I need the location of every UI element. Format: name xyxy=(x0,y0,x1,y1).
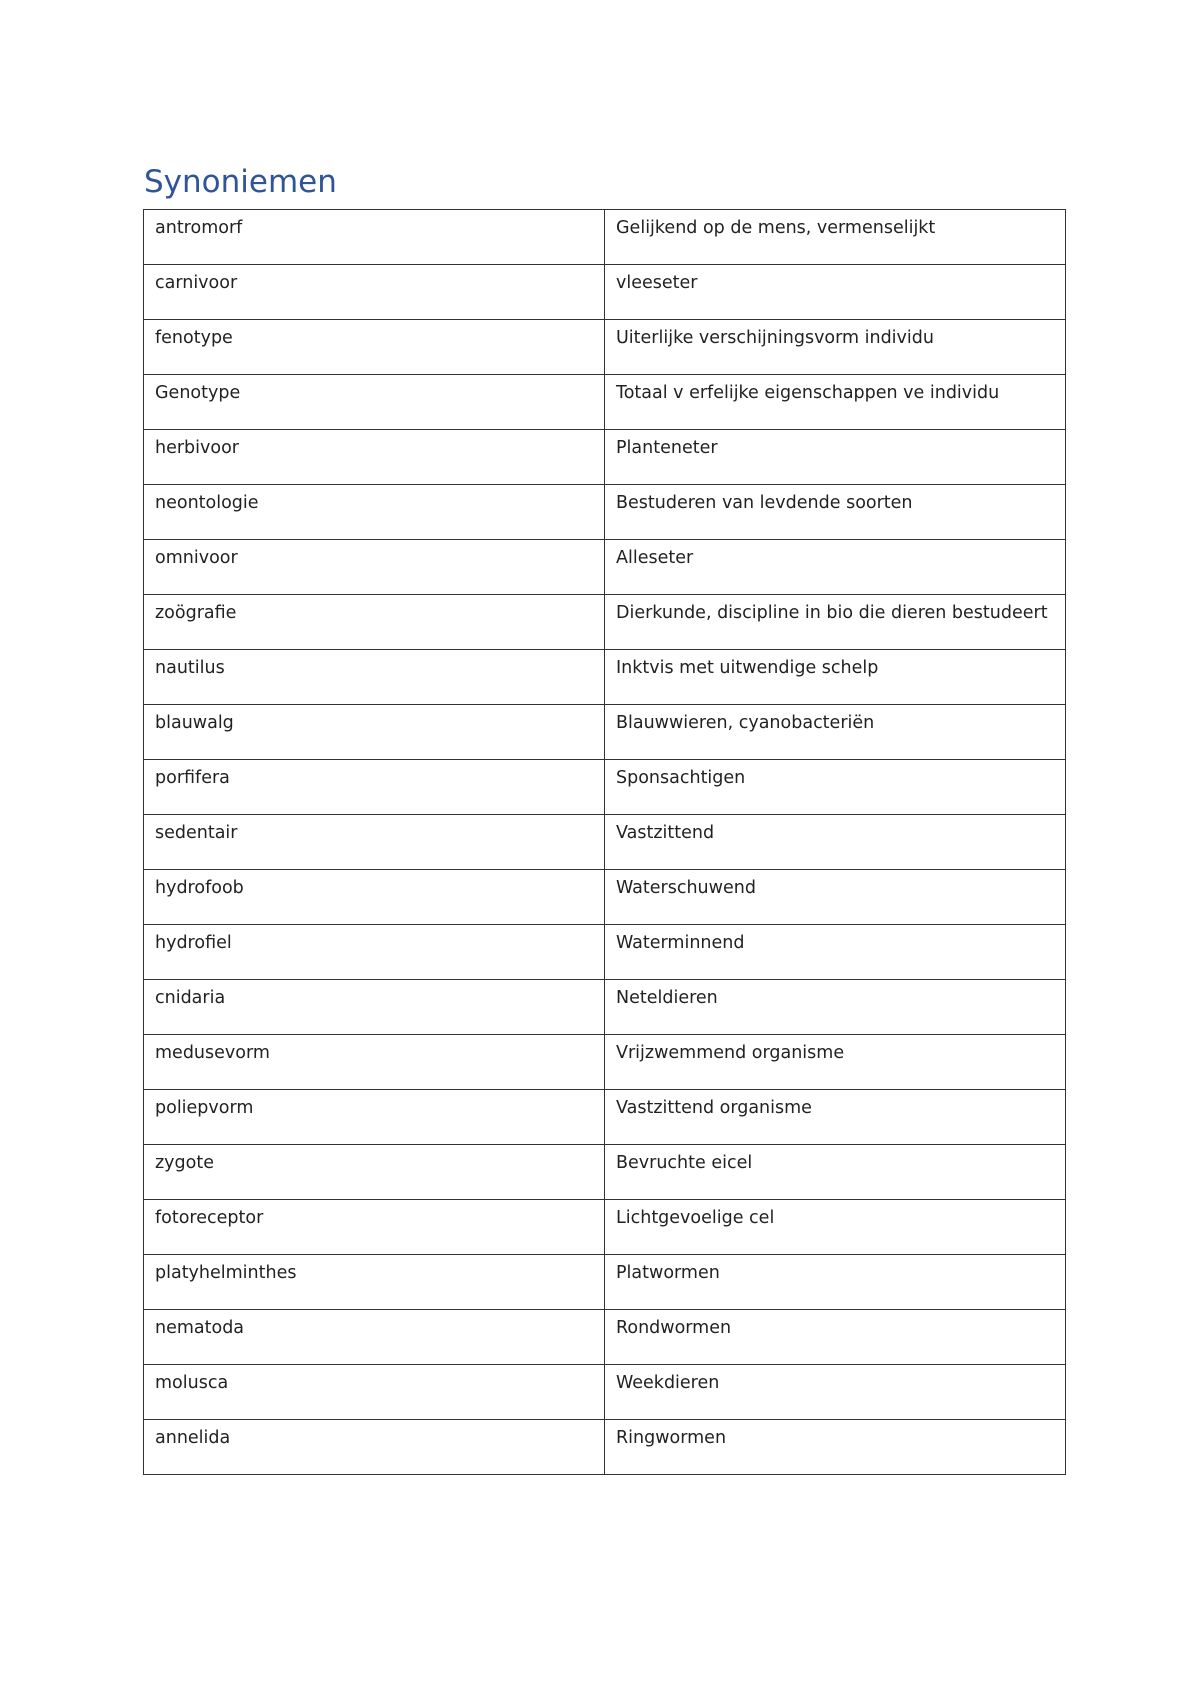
definition-cell: Blauwwieren, cyanobacteriën xyxy=(605,705,1066,760)
definition-cell: Weekdieren xyxy=(605,1365,1066,1420)
table-row xyxy=(144,320,1066,375)
term-cell: zygote xyxy=(144,1145,605,1200)
definition-cell: Lichtgevoelige cel xyxy=(605,1200,1066,1255)
table-row xyxy=(144,1035,1066,1090)
table-row xyxy=(144,980,1066,1035)
term-cell: cnidaria xyxy=(144,980,605,1035)
table-row xyxy=(144,430,1066,485)
term-cell: porfifera xyxy=(144,760,605,815)
definition-cell: Waterschuwend xyxy=(605,870,1066,925)
definition-cell: Uiterlijke verschijningsvorm individu xyxy=(605,320,1066,375)
table-row xyxy=(144,650,1066,705)
definition-cell: Vastzittend organisme xyxy=(605,1090,1066,1145)
synonym-rows xyxy=(144,210,1066,1475)
table-row xyxy=(144,485,1066,540)
term-cell: hydrofiel xyxy=(144,925,605,980)
term-cell: Genotype xyxy=(144,375,605,430)
term-cell: sedentair xyxy=(144,815,605,870)
term-cell: neontologie xyxy=(144,485,605,540)
table-row xyxy=(144,1200,1066,1255)
definition-cell: Bevruchte eicel xyxy=(605,1145,1066,1200)
term-cell: antromorf xyxy=(144,210,605,265)
table-row xyxy=(144,1145,1066,1200)
term-cell: annelida xyxy=(144,1420,605,1475)
table-row xyxy=(144,375,1066,430)
term-cell: blauwalg xyxy=(144,705,605,760)
term-cell: medusevorm xyxy=(144,1035,605,1090)
definition-cell: Waterminnend xyxy=(605,925,1066,980)
term-cell: poliepvorm xyxy=(144,1090,605,1145)
term-cell: nautilus xyxy=(144,650,605,705)
table-row xyxy=(144,1365,1066,1420)
definition-cell: Alleseter xyxy=(605,540,1066,595)
definition-cell: Rondwormen xyxy=(605,1310,1066,1365)
definition-cell: Vrijzwemmend organisme xyxy=(605,1035,1066,1090)
term-cell: molusca xyxy=(144,1365,605,1420)
term-cell: zoögrafie xyxy=(144,595,605,650)
definition-cell: Inktvis met uitwendige schelp xyxy=(605,650,1066,705)
table-row xyxy=(144,870,1066,925)
term-cell: fenotype xyxy=(144,320,605,375)
table-row xyxy=(144,815,1066,870)
table-row xyxy=(144,760,1066,815)
table-row xyxy=(144,265,1066,320)
definition-cell: Gelijkend op de mens, vermenselijkt xyxy=(605,210,1066,265)
term-cell: herbivoor xyxy=(144,430,605,485)
table-row xyxy=(144,595,1066,650)
term-cell: nematoda xyxy=(144,1310,605,1365)
table-row xyxy=(144,1090,1066,1145)
table-row xyxy=(144,705,1066,760)
term-cell: omnivoor xyxy=(144,540,605,595)
table-row xyxy=(144,540,1066,595)
definition-cell: Ringwormen xyxy=(605,1420,1066,1475)
table-row xyxy=(144,1310,1066,1365)
definition-cell: Vastzittend xyxy=(605,815,1066,870)
table-row xyxy=(144,210,1066,265)
table-row xyxy=(144,1420,1066,1475)
term-cell: hydrofoob xyxy=(144,870,605,925)
term-cell: carnivoor xyxy=(144,265,605,320)
definition-cell: Sponsachtigen xyxy=(605,760,1066,815)
definition-cell: Platwormen xyxy=(605,1255,1066,1310)
definition-cell: Planteneter xyxy=(605,430,1066,485)
definition-cell: Bestuderen van levdende soorten xyxy=(605,485,1066,540)
synonym-table xyxy=(143,209,1066,1475)
definition-cell: Neteldieren xyxy=(605,980,1066,1035)
table-row xyxy=(144,925,1066,980)
definition-cell: Dierkunde, discipline in bio die dieren bestudeert xyxy=(605,595,1066,650)
page-title: Synoniemen xyxy=(144,164,337,200)
term-cell: platyhelminthes xyxy=(144,1255,605,1310)
definition-cell: vleeseter xyxy=(605,265,1066,320)
table-row xyxy=(144,1255,1066,1310)
definition-cell: Totaal v erfelijke eigenschappen ve individu xyxy=(605,375,1066,430)
term-cell: fotoreceptor xyxy=(144,1200,605,1255)
